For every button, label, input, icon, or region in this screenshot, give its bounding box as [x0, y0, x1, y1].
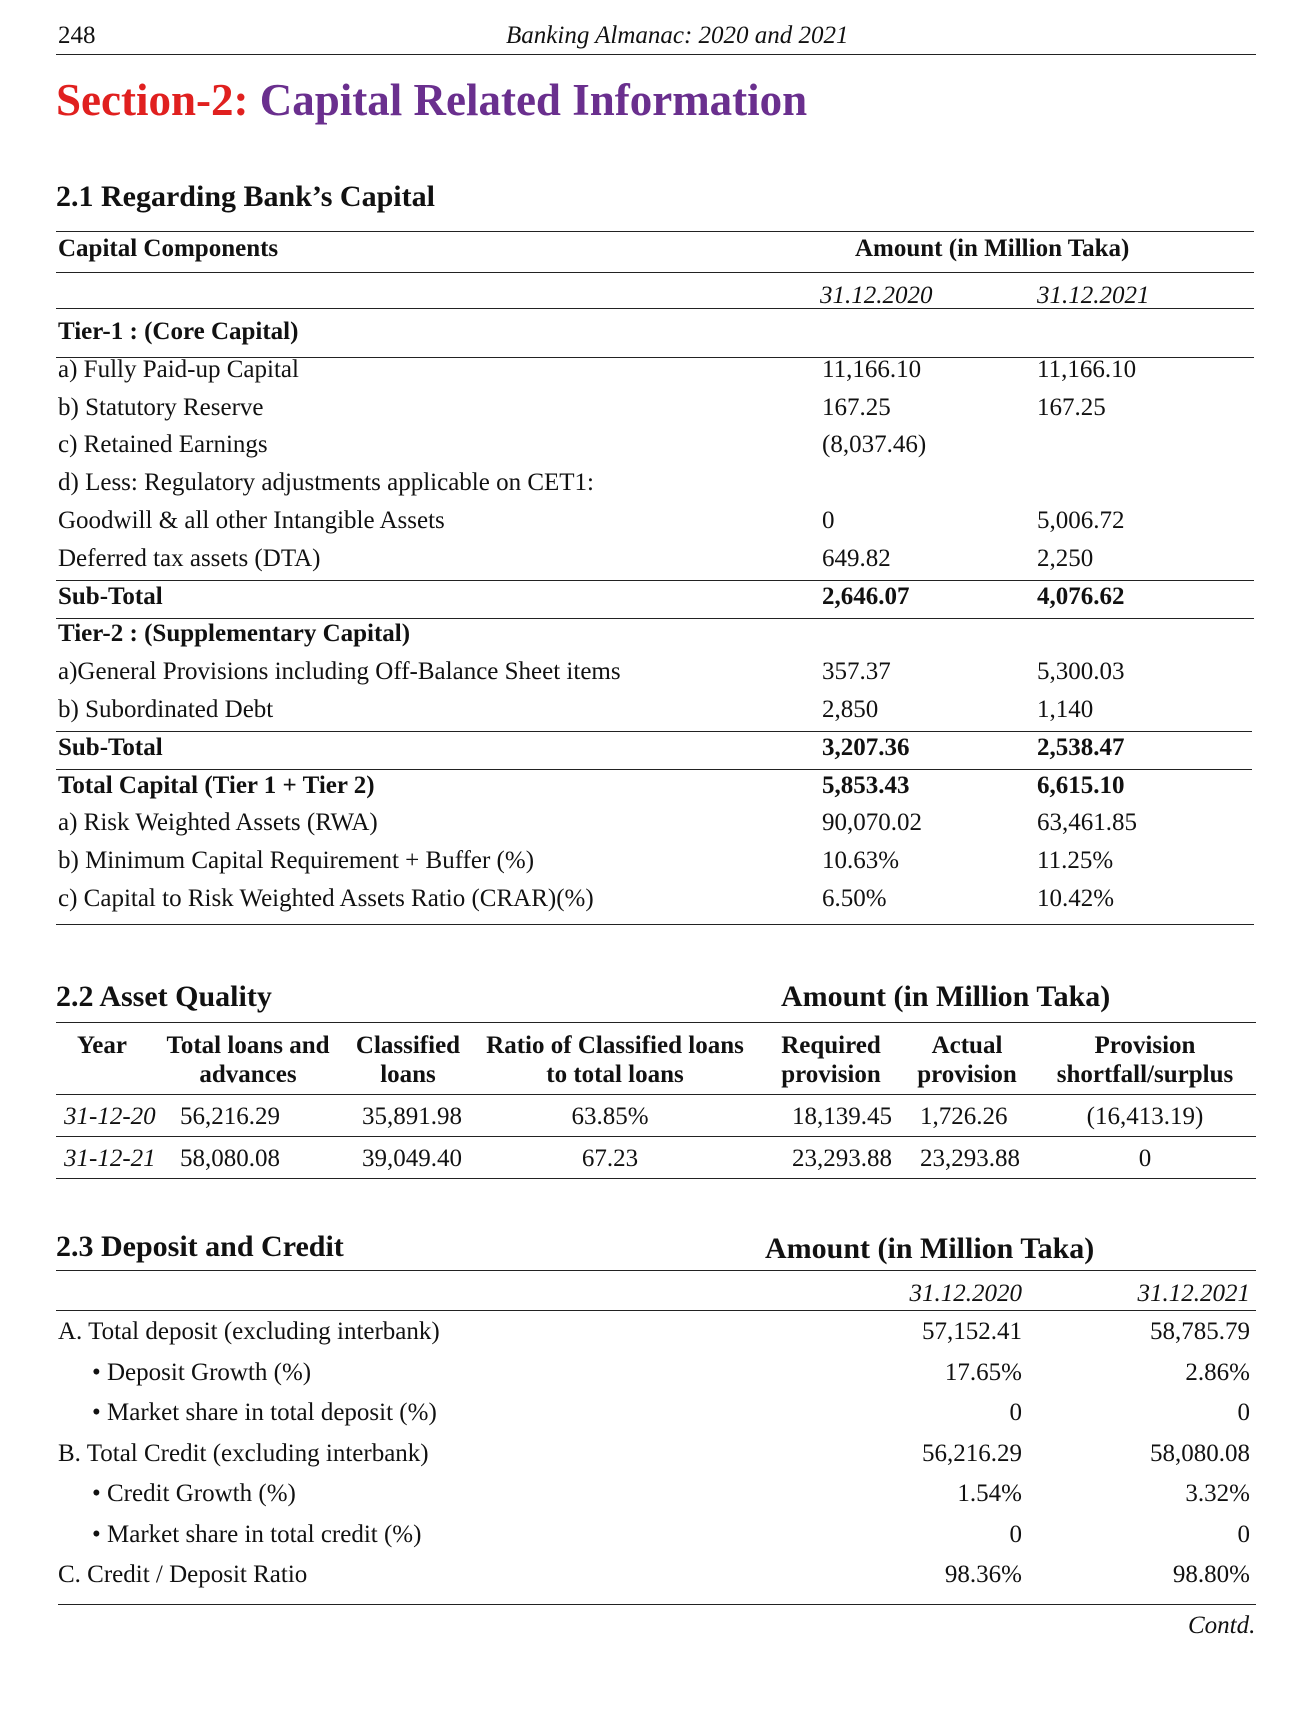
capital-row-label: Goodwill & all other Intangible Assets: [58, 507, 445, 534]
capital-row-value-2020: 5,853.43: [822, 772, 910, 799]
aq-header-year: Year: [77, 1032, 127, 1059]
section-title-text: Capital Related Information: [259, 75, 808, 125]
dc-row-value-2020: 57,152.41: [922, 1318, 1022, 1345]
capital-header-rule: [56, 272, 1254, 273]
aq-header-rule: [56, 1094, 1256, 1095]
aq-cell-required: 18,139.45: [792, 1103, 892, 1130]
capital-top-rule: [56, 231, 1254, 232]
dc-row-value-2020: 56,216.29: [922, 1440, 1022, 1467]
aq-header-required: provision: [781, 1061, 881, 1088]
capital-row-label: a)General Provisions including Off-Balance Sheet items: [58, 658, 621, 685]
capital-row-label: c) Retained Earnings: [58, 431, 268, 458]
aq-header-shortfall: shortfall/surplus: [1056, 1061, 1234, 1088]
dc-top-rule: [56, 1270, 1256, 1271]
deposit-credit-amount-note: Amount (in Million Taka): [765, 1232, 1095, 1265]
dc-row-label: • Credit Growth (%): [92, 1480, 296, 1507]
capital-row-value-2020: 11,166.10: [822, 356, 922, 383]
capital-row-value-2021: 10.42%: [1037, 885, 1115, 912]
aq-header-shortfall: Provision: [1094, 1032, 1196, 1059]
capital-date-2020: 31.12.2020: [820, 282, 933, 309]
aq-header-ratio: Ratio of Classified loans: [486, 1032, 744, 1059]
deposit-credit-heading: 2.3 Deposit and Credit: [56, 1230, 344, 1263]
dc-row-value-2020: 98.36%: [944, 1561, 1022, 1588]
dc-row-label: • Market share in total deposit (%): [92, 1399, 437, 1426]
aq-header-actual: Actual: [931, 1032, 1003, 1059]
capital-row-label: b) Statutory Reserve: [58, 394, 264, 421]
capital-row-label: Tier-1 : (Core Capital): [58, 318, 299, 345]
contd-label: Contd.: [1188, 1612, 1256, 1639]
capital-row-value-2021: 2,538.47: [1037, 734, 1125, 761]
dc-row-label: • Market share in total credit (%): [92, 1521, 422, 1548]
page-number: 248: [58, 22, 96, 49]
dc-row-value-2020: 0: [1009, 1521, 1022, 1548]
section-title: [56, 74, 807, 126]
aq-header-loans: advances: [199, 1061, 297, 1088]
capital-row-label: b) Subordinated Debt: [58, 696, 274, 723]
dc-row-label: B. Total Credit (excluding interbank): [58, 1440, 429, 1467]
subtotal1-bottom-rule: [56, 618, 1254, 619]
dc-row-value-2021: 98.80%: [1172, 1561, 1250, 1588]
dc-row-value-2021: 0: [1237, 1521, 1250, 1548]
capital-row-label: a) Fully Paid-up Capital: [58, 356, 299, 383]
capital-row-label: c) Capital to Risk Weighted Assets Ratio (CRAR)(%): [58, 885, 594, 912]
capital-row-value-2020: 2,646.07: [822, 583, 910, 610]
aq-top-rule: [56, 1022, 1256, 1023]
asset-quality-heading: 2.2 Asset Quality: [56, 980, 272, 1013]
capital-heading: 2.1 Regarding Bank’s Capital: [56, 180, 435, 213]
capital-row-value-2020: 3,207.36: [822, 734, 910, 761]
aq-cell-classified: 35,891.98: [362, 1103, 462, 1130]
section-prefix: Section-2:: [56, 75, 249, 125]
capital-row-label: Sub-Total: [58, 583, 163, 610]
capital-row-value-2020: 6.50%: [822, 885, 887, 912]
capital-row-value-2020: 167.25: [822, 394, 891, 421]
aq-bottom-rule: [56, 1178, 1256, 1179]
capital-row-label: b) Minimum Capital Requirement + Buffer (%): [58, 847, 535, 874]
dc-date-2020: 31.12.2020: [909, 1280, 1022, 1307]
dc-row-label: A. Total deposit (excluding interbank): [58, 1318, 440, 1345]
dc-date-rule: [56, 1310, 1256, 1311]
capital-row-label: d) Less: Regulatory adjustments applicable on CET1:: [58, 469, 594, 496]
aq-cell-year: 31-12-20: [64, 1103, 156, 1130]
dc-row-value-2021: 0: [1237, 1399, 1250, 1426]
aq-cell-shortfall: (16,413.19): [1086, 1103, 1204, 1130]
dc-bottom-rule: [58, 1604, 1256, 1605]
capital-row-value-2021: 63,461.85: [1037, 809, 1137, 836]
aq-cell-actual: 1,726.26: [920, 1103, 1008, 1130]
aq-cell-actual: 23,293.88: [920, 1145, 1020, 1172]
subtotal2-top-rule: [56, 731, 1252, 732]
capital-row-label: Sub-Total: [58, 734, 163, 761]
aq-cell-ratio: 63.85%: [571, 1103, 649, 1130]
aq-cell-shortfall: 0: [1138, 1145, 1152, 1172]
dc-row-value-2020: 0: [1009, 1399, 1022, 1426]
aq-header-required: Required: [781, 1032, 881, 1059]
aq-header-loans: Total loans and: [166, 1032, 330, 1059]
running-title: Banking Almanac: 2020 and 2021: [506, 22, 849, 49]
aq-cell-classified: 39,049.40: [362, 1145, 462, 1172]
capital-row-label: Tier-2 : (Supplementary Capital): [58, 620, 411, 647]
subtotal1-top-rule: [56, 580, 1254, 581]
capital-row-value-2021: 11,166.10: [1037, 356, 1137, 383]
capital-row-value-2021: 11.25%: [1037, 847, 1114, 874]
dc-date-2021: 31.12.2021: [1137, 1280, 1250, 1307]
capital-row-value-2020: 90,070.02: [822, 809, 922, 836]
dc-row-value-2021: 2.86%: [1185, 1359, 1250, 1386]
capital-row-value-2021: 6,615.10: [1037, 772, 1125, 799]
dc-row-value-2021: 3.32%: [1185, 1480, 1250, 1507]
capital-row-value-2020: 649.82: [822, 545, 891, 572]
aq-cell-year: 31-12-21: [64, 1145, 156, 1172]
capital-row-label: a) Risk Weighted Assets (RWA): [58, 809, 378, 836]
aq-cell-loans: 56,216.29: [180, 1103, 280, 1130]
capital-row-value-2020: 0: [822, 507, 835, 534]
header-rule: [56, 54, 1256, 55]
aq-header-actual: provision: [917, 1061, 1017, 1088]
capital-row-value-2021: 167.25: [1037, 394, 1106, 421]
capital-row-label: Total Capital (Tier 1 + Tier 2): [58, 772, 375, 799]
aq-header-classified: Classified: [355, 1032, 461, 1059]
aq-cell-required: 23,293.88: [792, 1145, 892, 1172]
capital-date-rule: [56, 308, 1254, 309]
capital-row-value-2020: 357.37: [822, 658, 891, 685]
capital-date-2021: 31.12.2021: [1037, 282, 1150, 309]
capital-row-value-2021: 1,140: [1037, 696, 1094, 723]
capital-amount-header: Amount (in Million Taka): [855, 235, 1130, 262]
dc-row-value-2021: 58,080.08: [1150, 1440, 1250, 1467]
capital-components-header: Capital Components: [58, 235, 279, 262]
aq-header-ratio: to total loans: [546, 1061, 684, 1088]
capital-row-value-2021: 2,250: [1037, 545, 1094, 572]
subtotal2-bottom-rule: [56, 769, 1252, 770]
asset-quality-amount-note: Amount (in Million Taka): [781, 980, 1111, 1013]
tier1-rule: [56, 357, 1254, 358]
capital-row-value-2021: 4,076.62: [1037, 583, 1125, 610]
dc-row-label: • Deposit Growth (%): [92, 1359, 312, 1386]
dc-row-value-2020: 1.54%: [957, 1480, 1022, 1507]
aq-row-rule: [56, 1136, 1256, 1137]
capital-row-label: Deferred tax assets (DTA): [58, 545, 321, 572]
aq-cell-loans: 58,080.08: [180, 1145, 280, 1172]
dc-row-label: C. Credit / Deposit Ratio: [58, 1561, 308, 1588]
dc-row-value-2020: 17.65%: [944, 1359, 1022, 1386]
capital-row-value-2020: (8,037.46): [822, 431, 927, 458]
capital-row-value-2021: 5,006.72: [1037, 507, 1125, 534]
dc-row-value-2021: 58,785.79: [1150, 1318, 1250, 1345]
capital-row-value-2020: 2,850: [822, 696, 879, 723]
capital-row-value-2020: 10.63%: [822, 847, 900, 874]
capital-row-value-2021: 5,300.03: [1037, 658, 1125, 685]
capital-bottom-rule: [56, 924, 1254, 925]
aq-header-classified: loans: [380, 1061, 436, 1088]
aq-cell-ratio: 67.23: [581, 1145, 639, 1172]
